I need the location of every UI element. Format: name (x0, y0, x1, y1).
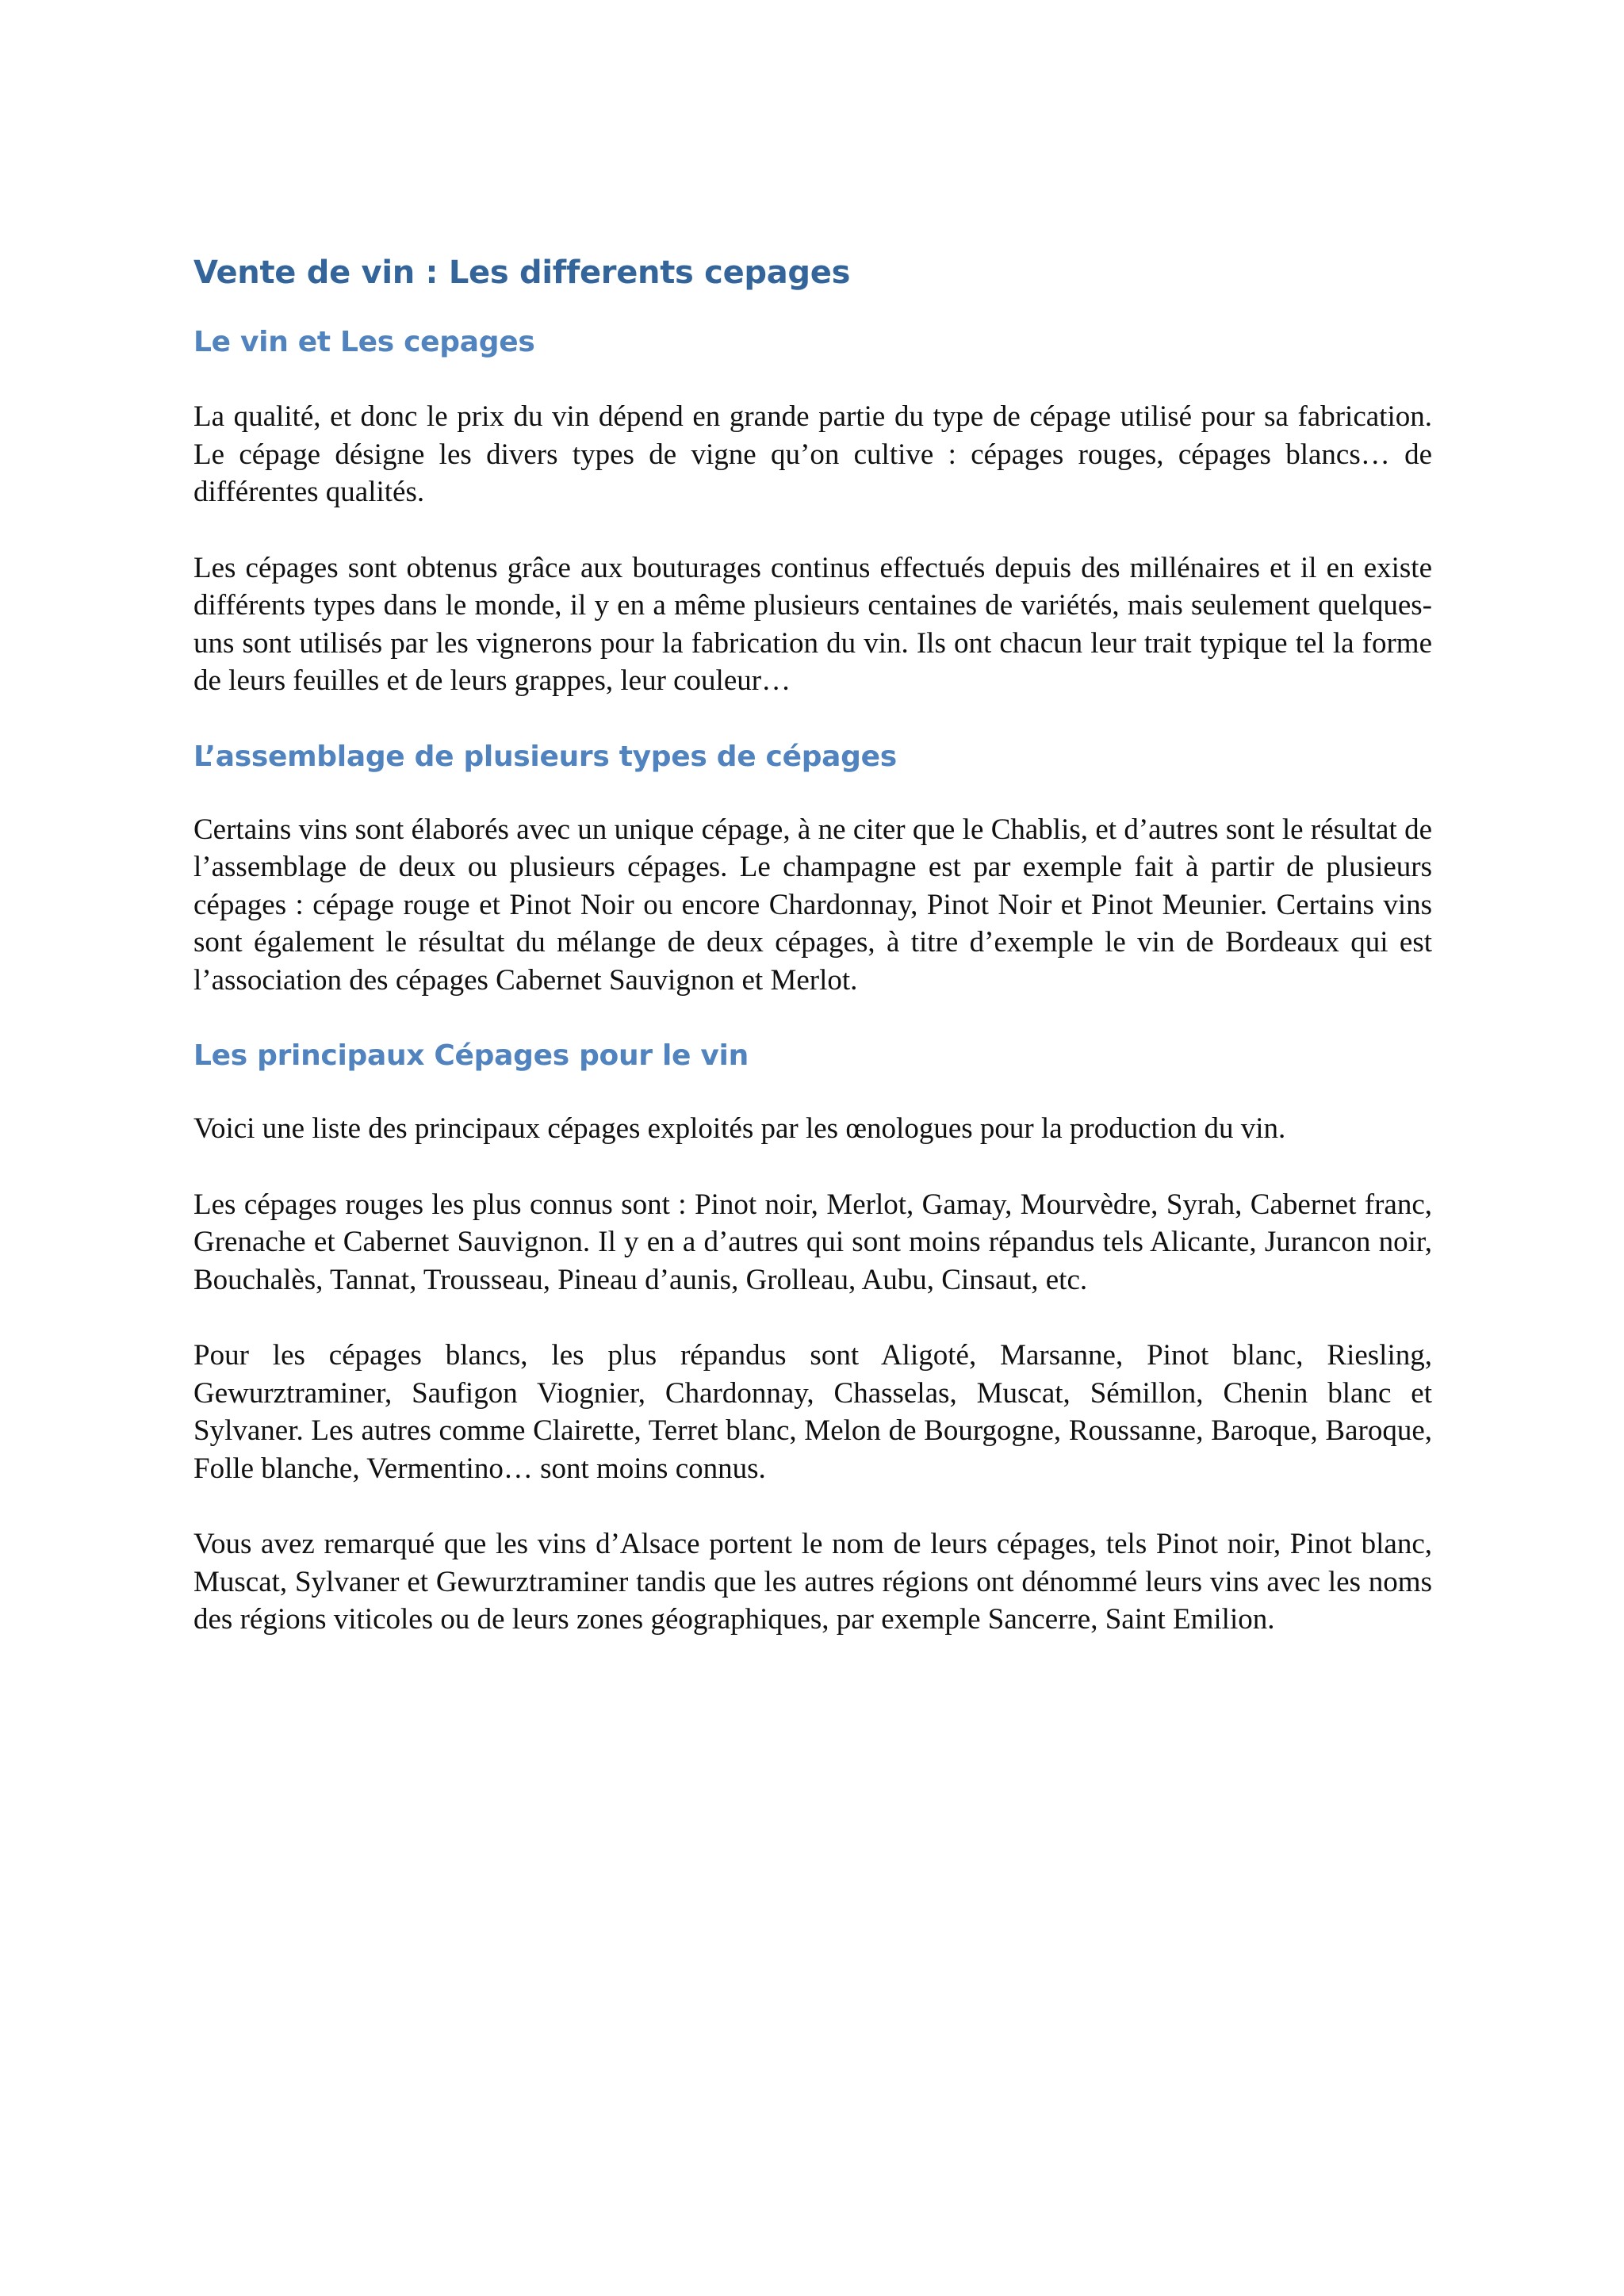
document-title: Vente de vin : Les differents cepages (193, 254, 851, 291)
paragraph: Les cépages rouges les plus connus sont : Pinot noir, Merlot, Gamay, Mourvèdre, Syrah, Cabernet franc, Grenache et Cabernet Sauvignon. Il y en a d’autres qui sont moins répandus tels Alicante, Jurancon noir, Bouchalès, Tannat, Trousseau, Pineau d’aunis, Grolleau, Aubu, Cinsaut, etc. (193, 1188, 1432, 1296)
section-heading: L’assemblage de plusieurs types de cépages (193, 740, 897, 773)
paragraph: Les cépages sont obtenus grâce aux bouturages continus effectués depuis des millénaires et il en existe différents types dans le monde, il y en a même plusieurs centaines de variétés, mais seulement quelques-uns sont utilisés par les vignerons pour la fabrication du vin. Ils ont chacun leur trait typique tel la forme de leurs feuilles et de leurs grappes, leur couleur… (193, 551, 1432, 697)
paragraph: Voici une liste des principaux cépages exploités par les œnologues pour la production du vin. (193, 1112, 1286, 1145)
section-principaux-cepages (193, 1037, 1432, 1639)
section-assemblage (193, 738, 1432, 1000)
paragraph: Vous avez remarqué que les vins d’Alsace portent le nom de leurs cépages, tels Pinot noir, Pinot blanc, Muscat, Sylvaner et Gewurztraminer tandis que les autres régions ont dénommé leurs vins avec les noms des régions viticoles ou de leurs zones géographiques, par exemple Sancerre, Saint Emilion. (193, 1528, 1432, 1636)
section-heading: Le vin et Les cepages (193, 326, 535, 358)
section-heading: Les principaux Cépages pour le vin (193, 1039, 749, 1072)
paragraph: La qualité, et donc le prix du vin dépend en grande partie du type de cépage utilisé pour sa fabrication. Le cépage désigne les divers types de vigne qu’on cultive : cépages rouges, cépages blancs… de différentes qualités. (193, 400, 1432, 508)
paragraph: Certains vins sont élaborés avec un unique cépage, à ne citer que le Chablis, et d’autres sont le résultat de l’assemblage de deux ou plusieurs cépages. Le champagne est par exemple fait à partir de plusieurs cépages : cépage rouge et Pinot Noir ou encore Chardonnay, Pinot Noir et Pinot Meunier. Certains vins sont également le résultat du mélange de deux cépages, à titre d’exemple le vin de Bordeaux qui est l’association des cépages Cabernet Sauvignon et Merlot. (193, 813, 1432, 997)
paragraph: Pour les cépages blancs, les plus répandus sont Aligoté, Marsanne, Pinot blanc, Riesling, Gewurztraminer, Saufigon Viognier, Chardonnay, Chasselas, Muscat, Sémillon, Chenin blanc et Sylvaner. Les autres comme Clairette, Terret blanc, Melon de Bourgogne, Roussanne, Baroque, Baroque, Folle blanche, Vermentino… sont moins connus. (193, 1339, 1432, 1485)
section-le-vin (193, 323, 1432, 700)
document-page (193, 252, 1432, 1677)
